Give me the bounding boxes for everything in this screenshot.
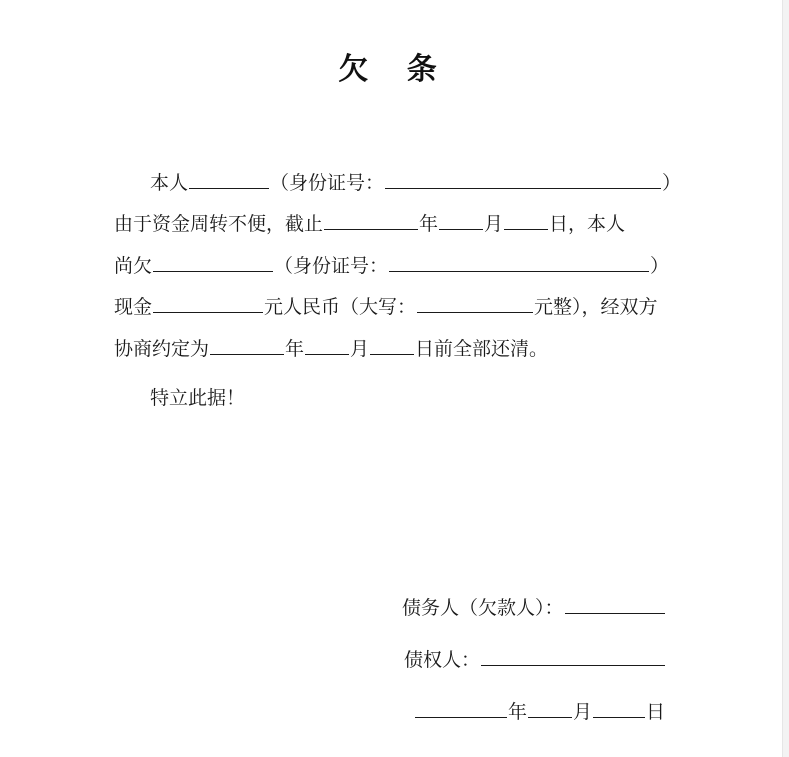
body-line-2 xyxy=(114,209,625,237)
deadline-year-blank[interactable] xyxy=(324,209,418,230)
text-cash: 现金 xyxy=(114,296,153,318)
creditor-signature-line xyxy=(404,645,666,673)
deadline-day-blank[interactable] xyxy=(504,209,548,230)
creditor-signature-blank[interactable] xyxy=(481,645,665,666)
debtor-signature-line xyxy=(402,593,666,621)
text-sign-day: 日 xyxy=(646,701,666,723)
repay-month-blank[interactable] xyxy=(305,334,349,355)
text-close-paren-2: ） xyxy=(650,255,670,277)
sign-year-blank[interactable] xyxy=(415,697,507,718)
repay-day-blank[interactable] xyxy=(370,334,414,355)
name-blank[interactable] xyxy=(189,168,269,189)
page-title: 欠 条 xyxy=(338,52,451,87)
repay-year-blank[interactable] xyxy=(210,334,284,355)
text-yuan-zheng: 元整），经双方 xyxy=(534,296,658,318)
creditor-id-blank[interactable] xyxy=(389,251,649,272)
sign-month-blank[interactable] xyxy=(528,697,572,718)
deadline-month-blank[interactable] xyxy=(439,209,483,230)
amount-blank[interactable] xyxy=(153,292,263,313)
text-sign-month: 月 xyxy=(573,701,593,723)
text-day-benren: 日，本人 xyxy=(549,213,626,235)
closing-statement: 特立此据！ xyxy=(150,387,246,409)
body-line-3 xyxy=(114,251,669,279)
text-month-2: 月 xyxy=(350,338,370,360)
signature-date-line xyxy=(414,697,665,725)
text-year: 年 xyxy=(419,213,439,235)
debtor-label: 债务人（欠款人）： xyxy=(402,597,564,619)
creditor-name-blank[interactable] xyxy=(153,251,273,272)
text-id-label-2: （身份证号： xyxy=(274,255,389,277)
body-line-1 xyxy=(150,168,681,196)
text-benren: 本人 xyxy=(150,172,189,194)
text-shangqian: 尚欠 xyxy=(114,255,153,277)
text-id-label: （身份证号： xyxy=(270,172,385,194)
sign-day-blank[interactable] xyxy=(593,697,645,718)
text-agreed: 协商约定为 xyxy=(114,338,210,360)
id-number-blank[interactable] xyxy=(385,168,661,189)
text-reason: 由于资金周转不便，截止 xyxy=(114,213,324,235)
text-month: 月 xyxy=(484,213,504,235)
text-sign-year: 年 xyxy=(508,701,528,723)
text-year-2: 年 xyxy=(285,338,305,360)
text-rmb-capital: 元人民币（大写： xyxy=(264,296,417,318)
body-line-4 xyxy=(114,292,658,320)
text-day-repay: 日前全部还清。 xyxy=(415,338,549,360)
debtor-signature-blank[interactable] xyxy=(565,593,665,614)
body-line-5 xyxy=(114,334,548,362)
creditor-label: 债权人： xyxy=(404,649,481,671)
text-close-paren: ） xyxy=(662,172,682,194)
page-edge xyxy=(782,0,789,757)
amount-capital-blank[interactable] xyxy=(417,292,533,313)
